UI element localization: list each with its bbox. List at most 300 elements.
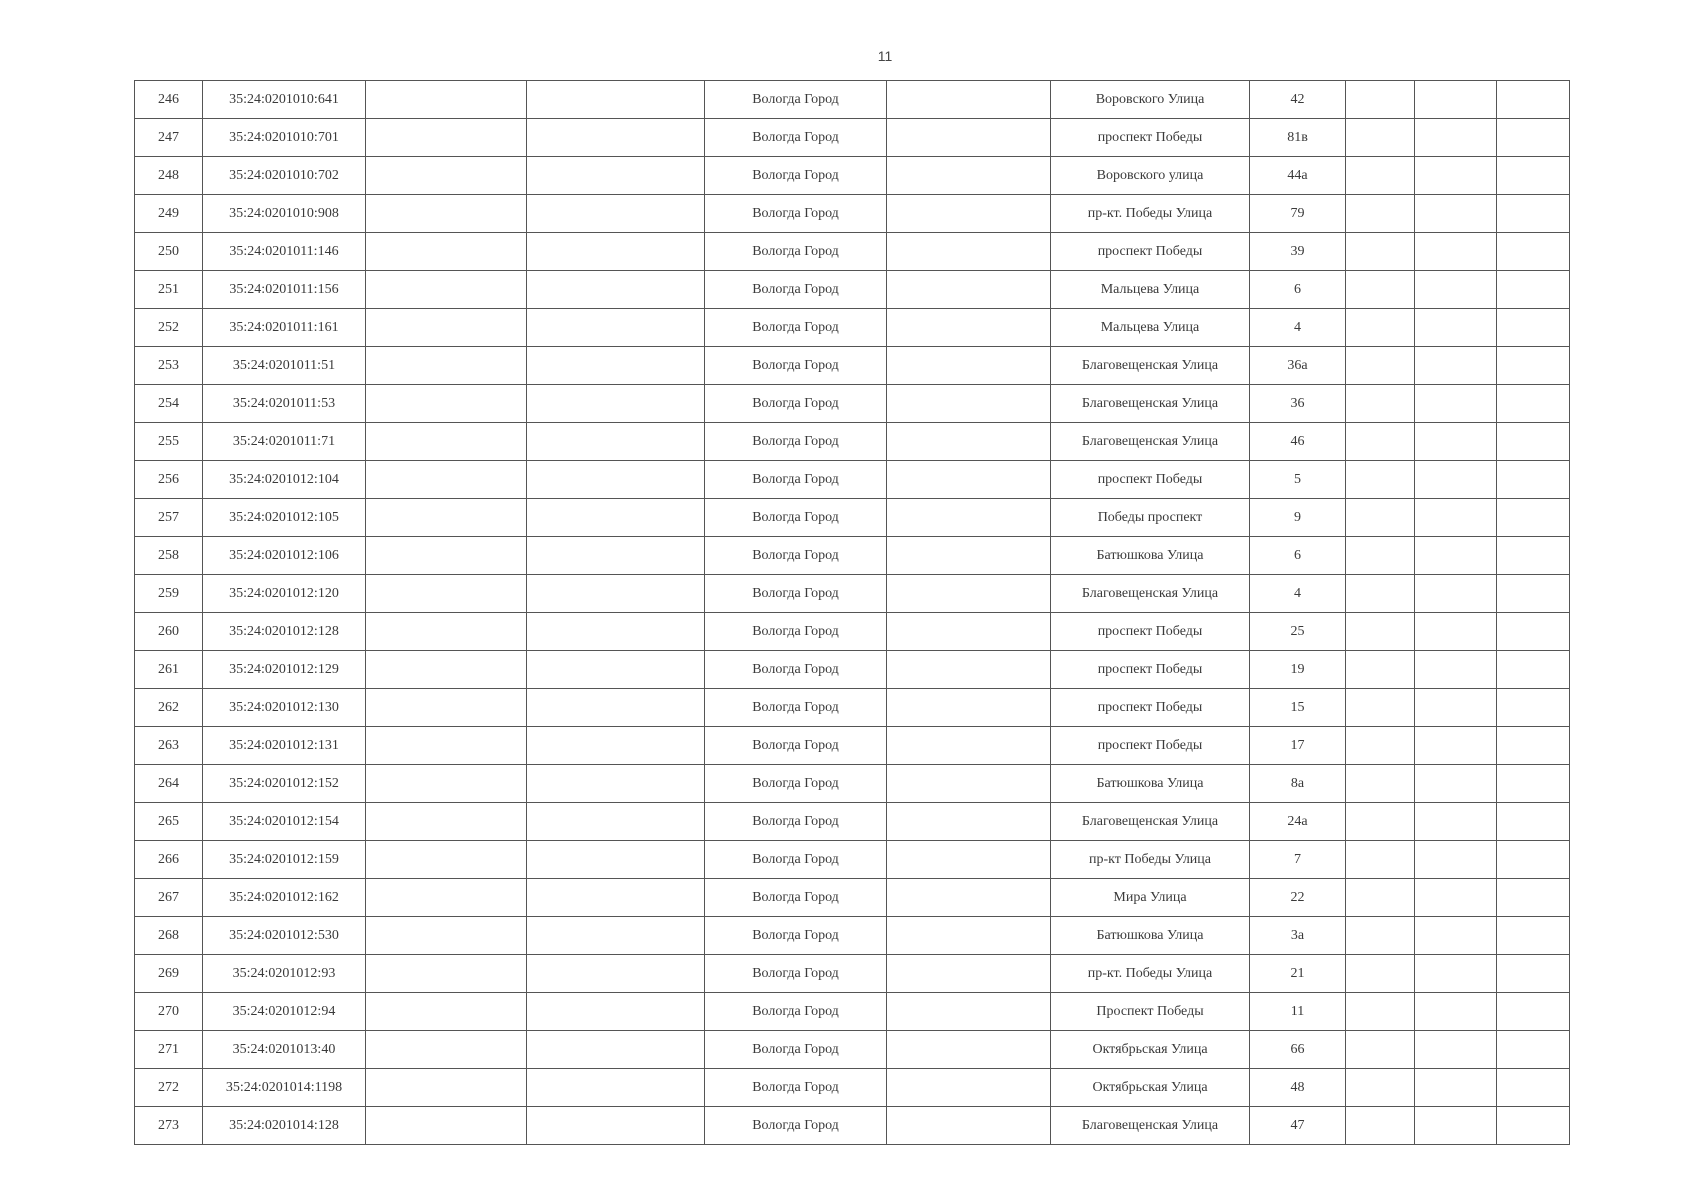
- cell-row-number: 254: [135, 385, 203, 423]
- cell-empty: [366, 651, 527, 689]
- cell-city: Вологда Город: [705, 385, 887, 423]
- cell-row-number: 261: [135, 651, 203, 689]
- cell-empty: [887, 271, 1051, 309]
- cell-empty: [1346, 499, 1415, 537]
- table-row: [135, 613, 1570, 651]
- table-row: [135, 385, 1570, 423]
- cell-row-number: 267: [135, 879, 203, 917]
- cell-empty: [366, 309, 527, 347]
- cell-cadastral-number: 35:24:0201011:146: [203, 233, 366, 271]
- cell-house-number: 8а: [1250, 765, 1346, 803]
- cell-city: Вологда Город: [705, 347, 887, 385]
- cell-empty: [366, 879, 527, 917]
- cell-empty: [366, 81, 527, 119]
- cell-empty: [366, 347, 527, 385]
- cell-empty: [1497, 347, 1570, 385]
- cell-empty: [1415, 727, 1497, 765]
- cell-row-number: 255: [135, 423, 203, 461]
- cell-empty: [1415, 993, 1497, 1031]
- cell-empty: [887, 1069, 1051, 1107]
- cell-empty: [1497, 1031, 1570, 1069]
- cell-house-number: 44а: [1250, 157, 1346, 195]
- cell-empty: [1346, 537, 1415, 575]
- cell-row-number: 263: [135, 727, 203, 765]
- cell-empty: [1346, 347, 1415, 385]
- cell-empty: [1415, 461, 1497, 499]
- cell-empty: [1346, 1069, 1415, 1107]
- cell-empty: [527, 803, 705, 841]
- cell-cadastral-number: 35:24:0201012:129: [203, 651, 366, 689]
- cell-empty: [1346, 81, 1415, 119]
- table-row: [135, 309, 1570, 347]
- cell-empty: [1497, 81, 1570, 119]
- cell-empty: [366, 385, 527, 423]
- cell-empty: [527, 613, 705, 651]
- cell-cadastral-number: 35:24:0201011:71: [203, 423, 366, 461]
- cell-empty: [887, 119, 1051, 157]
- cell-house-number: 4: [1250, 309, 1346, 347]
- cell-street: Благовещенская Улица: [1051, 385, 1250, 423]
- cell-city: Вологда Город: [705, 575, 887, 613]
- cell-city: Вологда Город: [705, 1107, 887, 1145]
- cell-empty: [887, 803, 1051, 841]
- cell-empty: [1346, 841, 1415, 879]
- cell-empty: [366, 537, 527, 575]
- cell-empty: [366, 1069, 527, 1107]
- cell-cadastral-number: 35:24:0201012:104: [203, 461, 366, 499]
- cell-row-number: 260: [135, 613, 203, 651]
- cell-empty: [1415, 119, 1497, 157]
- cell-empty: [887, 765, 1051, 803]
- cell-street: Батюшкова Улица: [1051, 917, 1250, 955]
- cell-empty: [366, 689, 527, 727]
- cell-empty: [527, 499, 705, 537]
- cell-row-number: 253: [135, 347, 203, 385]
- cell-empty: [887, 385, 1051, 423]
- cell-house-number: 6: [1250, 537, 1346, 575]
- cell-city: Вологда Город: [705, 271, 887, 309]
- cell-cadastral-number: 35:24:0201012:128: [203, 613, 366, 651]
- cell-street: Благовещенская Улица: [1051, 423, 1250, 461]
- cell-row-number: 247: [135, 119, 203, 157]
- cell-empty: [366, 993, 527, 1031]
- cell-empty: [1497, 119, 1570, 157]
- table-row: [135, 993, 1570, 1031]
- cell-empty: [1497, 537, 1570, 575]
- cell-empty: [1346, 271, 1415, 309]
- cell-house-number: 25: [1250, 613, 1346, 651]
- cell-empty: [366, 119, 527, 157]
- cell-street: Октябрьская Улица: [1051, 1031, 1250, 1069]
- cell-house-number: 47: [1250, 1107, 1346, 1145]
- cell-row-number: 272: [135, 1069, 203, 1107]
- cell-empty: [887, 651, 1051, 689]
- table-row: [135, 765, 1570, 803]
- cell-house-number: 46: [1250, 423, 1346, 461]
- cell-empty: [527, 651, 705, 689]
- cell-empty: [1497, 1069, 1570, 1107]
- cell-house-number: 36а: [1250, 347, 1346, 385]
- cell-house-number: 48: [1250, 1069, 1346, 1107]
- cell-empty: [887, 689, 1051, 727]
- cell-empty: [1415, 271, 1497, 309]
- cell-street: Мальцева Улица: [1051, 271, 1250, 309]
- cell-street: Октябрьская Улица: [1051, 1069, 1250, 1107]
- cell-empty: [1497, 803, 1570, 841]
- cell-empty: [1415, 651, 1497, 689]
- cell-city: Вологда Город: [705, 309, 887, 347]
- cell-empty: [887, 727, 1051, 765]
- cell-empty: [887, 955, 1051, 993]
- table-row: [135, 803, 1570, 841]
- registry-table: [134, 80, 1570, 1145]
- cell-street: проспект Победы: [1051, 461, 1250, 499]
- table-row: [135, 157, 1570, 195]
- cell-cadastral-number: 35:24:0201011:156: [203, 271, 366, 309]
- cell-empty: [527, 119, 705, 157]
- cell-street: проспект Победы: [1051, 119, 1250, 157]
- cell-empty: [1415, 841, 1497, 879]
- cell-empty: [1346, 613, 1415, 651]
- cell-empty: [1497, 423, 1570, 461]
- cell-empty: [1497, 575, 1570, 613]
- cell-cadastral-number: 35:24:0201012:152: [203, 765, 366, 803]
- cell-house-number: 6: [1250, 271, 1346, 309]
- cell-empty: [1497, 765, 1570, 803]
- cell-city: Вологда Город: [705, 841, 887, 879]
- cell-row-number: 252: [135, 309, 203, 347]
- cell-empty: [887, 917, 1051, 955]
- cell-row-number: 246: [135, 81, 203, 119]
- cell-empty: [1346, 765, 1415, 803]
- cell-empty: [1497, 271, 1570, 309]
- cell-empty: [1415, 195, 1497, 233]
- cell-empty: [527, 423, 705, 461]
- cell-cadastral-number: 35:24:0201012:159: [203, 841, 366, 879]
- cell-cadastral-number: 35:24:0201012:154: [203, 803, 366, 841]
- cell-cadastral-number: 35:24:0201010:702: [203, 157, 366, 195]
- cell-house-number: 21: [1250, 955, 1346, 993]
- cell-row-number: 268: [135, 917, 203, 955]
- cell-city: Вологда Город: [705, 157, 887, 195]
- cell-empty: [887, 1031, 1051, 1069]
- cell-street: Победы проспект: [1051, 499, 1250, 537]
- cell-street: Благовещенская Улица: [1051, 575, 1250, 613]
- cell-street: Благовещенская Улица: [1051, 803, 1250, 841]
- cell-row-number: 249: [135, 195, 203, 233]
- cell-empty: [1415, 917, 1497, 955]
- cell-empty: [1497, 461, 1570, 499]
- cell-empty: [887, 499, 1051, 537]
- cell-empty: [887, 309, 1051, 347]
- cell-house-number: 7: [1250, 841, 1346, 879]
- cell-city: Вологда Город: [705, 1069, 887, 1107]
- cell-empty: [527, 157, 705, 195]
- cell-cadastral-number: 35:24:0201010:908: [203, 195, 366, 233]
- cell-empty: [887, 993, 1051, 1031]
- cell-row-number: 248: [135, 157, 203, 195]
- cell-empty: [1415, 1107, 1497, 1145]
- cell-city: Вологда Город: [705, 651, 887, 689]
- cell-empty: [527, 195, 705, 233]
- cell-empty: [527, 309, 705, 347]
- cell-empty: [366, 955, 527, 993]
- cell-empty: [1415, 613, 1497, 651]
- cell-house-number: 15: [1250, 689, 1346, 727]
- cell-cadastral-number: 35:24:0201010:701: [203, 119, 366, 157]
- cell-empty: [1346, 689, 1415, 727]
- cell-empty: [1497, 385, 1570, 423]
- table-row: [135, 1107, 1570, 1145]
- cell-empty: [366, 613, 527, 651]
- cell-cadastral-number: 35:24:0201012:162: [203, 879, 366, 917]
- cell-empty: [366, 195, 527, 233]
- cell-empty: [1497, 1107, 1570, 1145]
- cell-empty: [527, 765, 705, 803]
- cell-cadastral-number: 35:24:0201012:130: [203, 689, 366, 727]
- cell-empty: [527, 727, 705, 765]
- cell-city: Вологда Город: [705, 727, 887, 765]
- cell-city: Вологда Город: [705, 803, 887, 841]
- table-row: [135, 81, 1570, 119]
- cell-empty: [1346, 955, 1415, 993]
- cell-city: Вологда Город: [705, 195, 887, 233]
- cell-empty: [527, 575, 705, 613]
- cell-city: Вологда Город: [705, 765, 887, 803]
- cell-cadastral-number: 35:24:0201012:105: [203, 499, 366, 537]
- table-row: [135, 233, 1570, 271]
- cell-empty: [1497, 195, 1570, 233]
- table-row: [135, 461, 1570, 499]
- cell-empty: [1346, 993, 1415, 1031]
- cell-city: Вологда Город: [705, 537, 887, 575]
- cell-empty: [1497, 879, 1570, 917]
- cell-empty: [1346, 233, 1415, 271]
- cell-empty: [366, 803, 527, 841]
- cell-cadastral-number: 35:24:0201013:40: [203, 1031, 366, 1069]
- cell-house-number: 24а: [1250, 803, 1346, 841]
- cell-empty: [527, 461, 705, 499]
- cell-cadastral-number: 35:24:0201014:1198: [203, 1069, 366, 1107]
- cell-row-number: 256: [135, 461, 203, 499]
- table-row: [135, 727, 1570, 765]
- cell-cadastral-number: 35:24:0201012:106: [203, 537, 366, 575]
- cell-house-number: 4: [1250, 575, 1346, 613]
- cell-empty: [527, 917, 705, 955]
- table-row: [135, 499, 1570, 537]
- cell-cadastral-number: 35:24:0201012:131: [203, 727, 366, 765]
- table-row: [135, 689, 1570, 727]
- cell-empty: [527, 1107, 705, 1145]
- cell-empty: [527, 385, 705, 423]
- cell-empty: [1346, 803, 1415, 841]
- cell-empty: [887, 81, 1051, 119]
- cell-empty: [527, 1069, 705, 1107]
- cell-empty: [366, 499, 527, 537]
- cell-city: Вологда Город: [705, 423, 887, 461]
- cell-house-number: 9: [1250, 499, 1346, 537]
- cell-street: пр-кт. Победы Улица: [1051, 955, 1250, 993]
- cell-street: проспект Победы: [1051, 233, 1250, 271]
- cell-empty: [887, 195, 1051, 233]
- cell-cadastral-number: 35:24:0201012:120: [203, 575, 366, 613]
- cell-street: пр-кт Победы Улица: [1051, 841, 1250, 879]
- cell-empty: [527, 271, 705, 309]
- cell-row-number: 258: [135, 537, 203, 575]
- cell-cadastral-number: 35:24:0201012:93: [203, 955, 366, 993]
- cell-empty: [1497, 157, 1570, 195]
- cell-city: Вологда Город: [705, 917, 887, 955]
- cell-empty: [366, 727, 527, 765]
- cell-street: Воровского улица: [1051, 157, 1250, 195]
- cell-empty: [1346, 651, 1415, 689]
- cell-empty: [1497, 955, 1570, 993]
- cell-empty: [1415, 347, 1497, 385]
- cell-empty: [527, 993, 705, 1031]
- table-row: [135, 841, 1570, 879]
- cell-empty: [366, 1107, 527, 1145]
- cell-cadastral-number: 35:24:0201011:51: [203, 347, 366, 385]
- cell-empty: [887, 1107, 1051, 1145]
- cell-empty: [527, 233, 705, 271]
- cell-empty: [1497, 993, 1570, 1031]
- cell-street: Благовещенская Улица: [1051, 1107, 1250, 1145]
- cell-empty: [366, 765, 527, 803]
- cell-empty: [366, 233, 527, 271]
- table-row: [135, 575, 1570, 613]
- table-row: [135, 195, 1570, 233]
- cell-city: Вологда Город: [705, 233, 887, 271]
- cell-street: Воровского Улица: [1051, 81, 1250, 119]
- cell-empty: [527, 689, 705, 727]
- cell-house-number: 81в: [1250, 119, 1346, 157]
- cell-empty: [1346, 157, 1415, 195]
- cell-row-number: 257: [135, 499, 203, 537]
- cell-street: проспект Победы: [1051, 651, 1250, 689]
- cell-empty: [1346, 119, 1415, 157]
- cell-row-number: 262: [135, 689, 203, 727]
- cell-city: Вологда Город: [705, 955, 887, 993]
- cell-empty: [1415, 955, 1497, 993]
- cell-empty: [1497, 651, 1570, 689]
- cell-house-number: 39: [1250, 233, 1346, 271]
- cell-empty: [1346, 309, 1415, 347]
- cell-empty: [1415, 537, 1497, 575]
- cell-city: Вологда Город: [705, 119, 887, 157]
- cell-cadastral-number: 35:24:0201012:94: [203, 993, 366, 1031]
- cell-row-number: 265: [135, 803, 203, 841]
- cell-empty: [1346, 385, 1415, 423]
- cell-empty: [887, 575, 1051, 613]
- table-row: [135, 879, 1570, 917]
- cell-empty: [1497, 689, 1570, 727]
- cell-cadastral-number: 35:24:0201014:128: [203, 1107, 366, 1145]
- cell-street: Батюшкова Улица: [1051, 537, 1250, 575]
- cell-cadastral-number: 35:24:0201011:161: [203, 309, 366, 347]
- cell-city: Вологда Город: [705, 499, 887, 537]
- cell-empty: [527, 841, 705, 879]
- cell-empty: [1415, 233, 1497, 271]
- cell-city: Вологда Город: [705, 81, 887, 119]
- cell-city: Вологда Город: [705, 993, 887, 1031]
- cell-empty: [1346, 917, 1415, 955]
- cell-street: пр-кт. Победы Улица: [1051, 195, 1250, 233]
- cell-empty: [527, 1031, 705, 1069]
- cell-empty: [887, 879, 1051, 917]
- cell-empty: [527, 955, 705, 993]
- cell-street: проспект Победы: [1051, 727, 1250, 765]
- cell-row-number: 250: [135, 233, 203, 271]
- cell-house-number: 79: [1250, 195, 1346, 233]
- cell-row-number: 264: [135, 765, 203, 803]
- cell-empty: [1497, 233, 1570, 271]
- cell-empty: [527, 347, 705, 385]
- cell-empty: [887, 157, 1051, 195]
- cell-empty: [366, 917, 527, 955]
- cell-empty: [1346, 879, 1415, 917]
- cell-house-number: 42: [1250, 81, 1346, 119]
- cell-empty: [887, 461, 1051, 499]
- cell-empty: [366, 1031, 527, 1069]
- cell-empty: [1415, 1069, 1497, 1107]
- cell-empty: [1497, 727, 1570, 765]
- cell-empty: [1415, 385, 1497, 423]
- table-row: [135, 651, 1570, 689]
- cell-empty: [1415, 575, 1497, 613]
- cell-empty: [887, 537, 1051, 575]
- cell-empty: [1415, 803, 1497, 841]
- cell-empty: [1415, 689, 1497, 727]
- cell-street: Проспект Победы: [1051, 993, 1250, 1031]
- cell-empty: [366, 575, 527, 613]
- cell-empty: [1415, 765, 1497, 803]
- cell-empty: [1415, 423, 1497, 461]
- cell-empty: [887, 233, 1051, 271]
- cell-cadastral-number: 35:24:0201012:530: [203, 917, 366, 955]
- cell-empty: [1346, 195, 1415, 233]
- cell-empty: [1346, 1107, 1415, 1145]
- cell-house-number: 17: [1250, 727, 1346, 765]
- cell-empty: [1346, 1031, 1415, 1069]
- table-row: [135, 1069, 1570, 1107]
- cell-empty: [1415, 499, 1497, 537]
- cell-empty: [366, 271, 527, 309]
- page-number: 11: [877, 48, 893, 64]
- cell-empty: [887, 423, 1051, 461]
- cell-empty: [1415, 879, 1497, 917]
- cell-empty: [527, 81, 705, 119]
- cell-street: Мира Улица: [1051, 879, 1250, 917]
- cell-row-number: 273: [135, 1107, 203, 1145]
- table-body: [135, 81, 1570, 1145]
- cell-row-number: 271: [135, 1031, 203, 1069]
- cell-empty: [366, 841, 527, 879]
- cell-empty: [1497, 309, 1570, 347]
- cell-street: Батюшкова Улица: [1051, 765, 1250, 803]
- cell-house-number: 19: [1250, 651, 1346, 689]
- table-row: [135, 347, 1570, 385]
- cell-empty: [527, 537, 705, 575]
- cell-house-number: 36: [1250, 385, 1346, 423]
- cell-empty: [1415, 81, 1497, 119]
- cell-street: Благовещенская Улица: [1051, 347, 1250, 385]
- cell-empty: [887, 613, 1051, 651]
- cell-row-number: 269: [135, 955, 203, 993]
- cell-empty: [366, 423, 527, 461]
- cell-house-number: 3а: [1250, 917, 1346, 955]
- cell-empty: [1415, 309, 1497, 347]
- cell-empty: [1346, 575, 1415, 613]
